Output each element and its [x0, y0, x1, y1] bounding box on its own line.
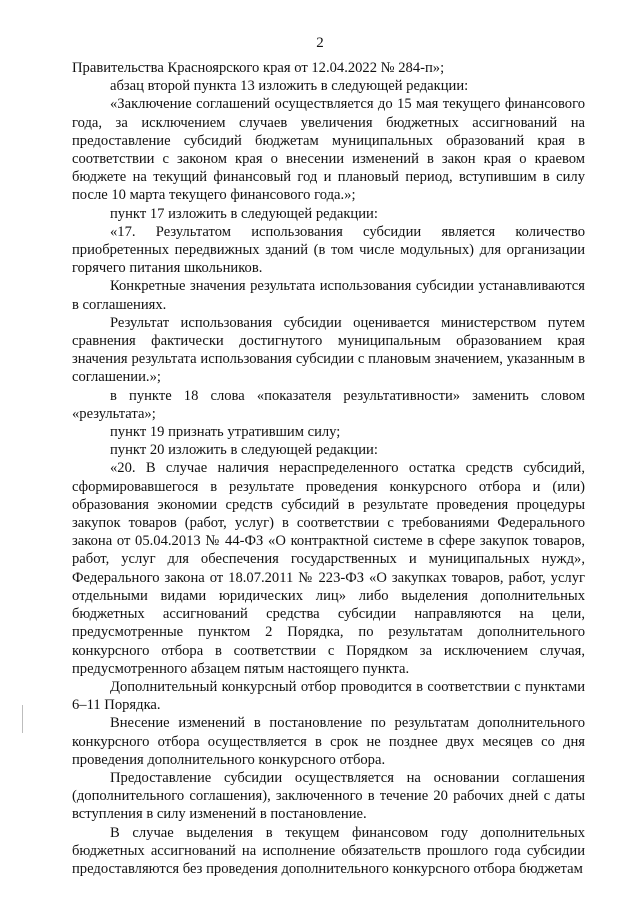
paragraph: пункт 20 изложить в следующей редакции:: [110, 442, 378, 459]
paragraph: Дополнительный конкурсный отбор проводится в соответствии с пунктами 6–11 Порядка.: [72, 678, 585, 714]
paragraph: «Заключение соглашений осуществляется до 15 мая текущего финансового года, за исключением случаев увеличения бюджетных ассигнований на предоставление субсидий бюджетам муниципальных образований края в соответствии с законом края о внесении изменений в закон края о краевом бюджете на текущий финансовый год и плановый период, вступившим в силу после 10 марта текущего финансового года.»;: [72, 96, 585, 204]
margin-mark: [22, 705, 23, 733]
paragraph: «17. Результатом использования субсидии является количество приобретенных передвижных зданий (в том числе модульных) для организации горячего питания школьников.: [72, 223, 585, 277]
paragraph: Конкретные значения результата использования субсидии устанавливаются в соглашениях.: [72, 278, 585, 313]
paragraph-continuation: Правительства Красноярского края от 12.04.2022 № 284-п»;: [72, 60, 445, 76]
paragraph: пункт 17 изложить в следующей редакции:: [110, 205, 378, 222]
paragraph: Результат использования субсидии оценивается министерством путем сравнения фактически достигнутого муниципальным образованием края значения результата использования субсидии с плановым значением, указанным в соглашении.»;: [72, 314, 585, 386]
document-body: [72, 59, 585, 878]
paragraph: В случае выделения в текущем финансовом году дополнительных бюджетных ассигнований на исполнение обязательств прошлого года субсидии предоставляются без проведения дополнительного конкурсного отбора бюджетам: [72, 824, 585, 877]
paragraph: Внесение изменений в постановление по результатам дополнительного конкурсного отбора осуществляется в срок не позднее двух месяцев со дня проведения дополнительного конкурсного отбора.: [72, 715, 585, 768]
paragraph: Предоставление субсидии осуществляется на основании соглашения (дополнительного соглашения), заключенного в течение 20 рабочих дней с даты вступления в силу изменений в постановление.: [72, 769, 585, 823]
paragraph: «20. В случае наличия нераспределенного остатка средств субсидий, сформировавшегося в результате проведения конкурсного отбора и (или) образования экономии средств субсидий в результате проведения процедуры закупок товаров (работ, услуг) в соответствии с требованиями Федерального закона от 05.04.2013 № 44-ФЗ «О контрактной системе в сфере закупок товаров, работ, услуг для обеспечения государственных и муниципальных нужд», Федерального закона от 18.07.2011 № 223-ФЗ «О закупках товаров, работ, услуг отдельными видами юридических лиц» либо выделения дополнительных бюджетных ассигнований средства субсидии направляются на цели, предусмотренные пунктом 2 Порядка, по результатам дополнительного конкурсного отбора в соответствии с Порядком за исключением случая, предусмотренного абзацем пятым настоящего пункта.: [72, 460, 585, 677]
paragraph: в пункте 18 слова «показателя результативности» заменить словом «результата»;: [72, 387, 585, 422]
paragraph: абзац второй пункта 13 изложить в следующей редакции:: [110, 78, 469, 95]
paragraph: пункт 19 признать утратившим силу;: [110, 424, 341, 441]
page-number: 2: [316, 35, 324, 51]
